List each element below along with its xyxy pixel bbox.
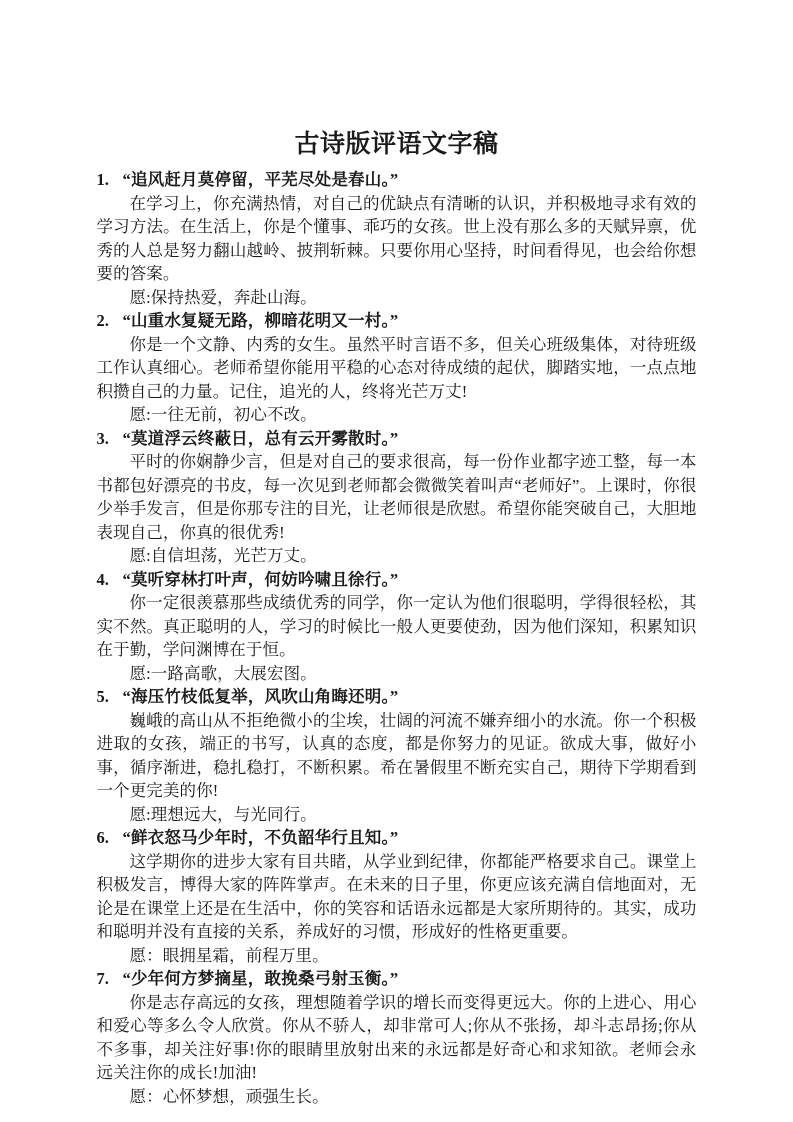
entry-number: 2.	[96, 311, 109, 330]
document-body	[97, 168, 697, 1108]
entry-wish: 愿:保持热爱，奔赴山海。	[129, 287, 317, 307]
entry-body: 巍峨的高山从不拒绝微小的尘埃，壮阔的河流不嫌弃细小的水流。你一个积极进取的女孩，端正的书写，认真的态度，都是你努力的见证。欲成大事，做好小事，循序渐进，稳扎稳打，不断积累。希在暑假里不断充实自己，期待下学期看到一个更完美的你!	[96, 710, 697, 800]
entry-wish: 愿:自信坦荡，光芒万丈。	[129, 546, 317, 565]
entry-quote: “海压竹枝低复举，风吹山角晦还明。”	[122, 687, 399, 706]
entry-wish: 愿:一往无前，初心不改。	[129, 405, 317, 424]
entry-wish: 愿：心怀梦想，顽强生长。	[129, 1086, 329, 1106]
entry-number: 3.	[96, 428, 109, 448]
page-top-margin	[0, 0, 793, 128]
entry-quote: “鲜衣怒马少年时，不负韶华行且知。”	[122, 828, 399, 847]
entry-body: 这学期你的进步大家有目共睹，从学业到纪律，你都能严格要求自己。课堂上积极发言，博得大家的阵阵掌声。在未来的日子里，你更应该充满自信地面对，无论是在课堂上还是在生活中，你的笑容和话语永远都是大家所期待的。其实，成功和聪明并没有直接的关系，养成好的习惯，形成好的性格更重要。	[96, 851, 697, 941]
entry-quote: “莫听穿林打叶声，何妨吟啸且徐行。”	[122, 569, 399, 589]
entry-number: 5.	[96, 687, 109, 706]
entry-quote: “追风赶月莫停留，平芜尽处是春山。”	[122, 170, 399, 189]
entry-body: 你一定很羡慕那些成绩优秀的同学，你一定认为他们很聪明，学得很轻松，其实不然。真正聪明的人，学习的时候比一般人更要使劲，因为他们深知，积累知识在于勤，学问渊博在于恒。	[96, 593, 697, 659]
list-item	[97, 168, 697, 309]
entry-body: 在学习上，你充满热情，对自己的优缺点有清晰的认识，并积极地寻求有效的学习方法。在生活上，你是个懂事、乖巧的女孩。世上没有那么多的天赋异禀，优秀的人总是努力翻山越岭、披荆斩棘。只要你用心坚持，时间看得见，也会给你想要的答案。	[96, 193, 697, 283]
entry-body: 你是志存高远的女孩，理想随着学识的增长而变得更远大。你的上进心、用心和爱心等多么令人欣赏。你从不骄人，却非常可人;你从不张扬，却斗志昂扬;你从不多事，却关注好事!你的眼睛里放射出来的永远都是好奇心和求知欲。老师会永远关注你的成长!加油!	[96, 992, 697, 1082]
list-item	[97, 967, 697, 1108]
entry-body: 平时的你娴静少言，但是对自己的要求很高，每一份作业都字迹工整，每一本书都包好漂亮的书皮，每一次见到老师都会微微笑着叫声“老师好”。上课时，你很少举手发言，但是你那专注的目光，让老师很是欣慰。希望你能突破自己，大胆地表现自己，你真的很优秀!	[96, 452, 697, 542]
list-item	[97, 826, 697, 967]
entry-wish: 愿:理想远大，与光同行。	[129, 804, 317, 824]
entry-wish: 愿:一路高歌，大展宏图。	[129, 663, 317, 683]
entry-number: 1.	[96, 170, 109, 189]
list-item	[97, 685, 697, 826]
list-item	[97, 309, 697, 427]
entry-wish: 愿：眼拥星霜，前程万里。	[129, 945, 329, 965]
entry-number: 6.	[96, 828, 109, 847]
entry-quote: “山重水复疑无路，柳暗花明又一村。”	[122, 311, 399, 330]
entry-number: 7.	[96, 969, 109, 988]
entry-heading	[97, 309, 697, 333]
entry-heading	[97, 168, 697, 192]
entry-heading	[97, 568, 697, 592]
list-item	[97, 427, 697, 568]
entry-quote: “莫道浮云终蔽日，总有云开雾散时。”	[122, 428, 399, 448]
entry-quote: “少年何方梦摘星，敢挽桑弓射玉衡。”	[122, 969, 399, 988]
entry-heading	[97, 967, 697, 991]
entry-number: 4.	[96, 569, 109, 589]
list-item	[97, 568, 697, 686]
page-title: 古诗版评语文字稿	[294, 131, 499, 158]
entry-heading	[97, 427, 697, 451]
entry-body: 你是一个文静、内秀的女生。虽然平时言语不多，但关心班级集体，对待班级工作认真细心。老师希望你能用平稳的心态对待成绩的起伏，脚踏实地，一点点地积攒自己的力量。记住，追光的人，终将光芒万丈!	[96, 334, 697, 401]
entry-heading	[97, 685, 697, 709]
entry-heading	[97, 826, 697, 850]
